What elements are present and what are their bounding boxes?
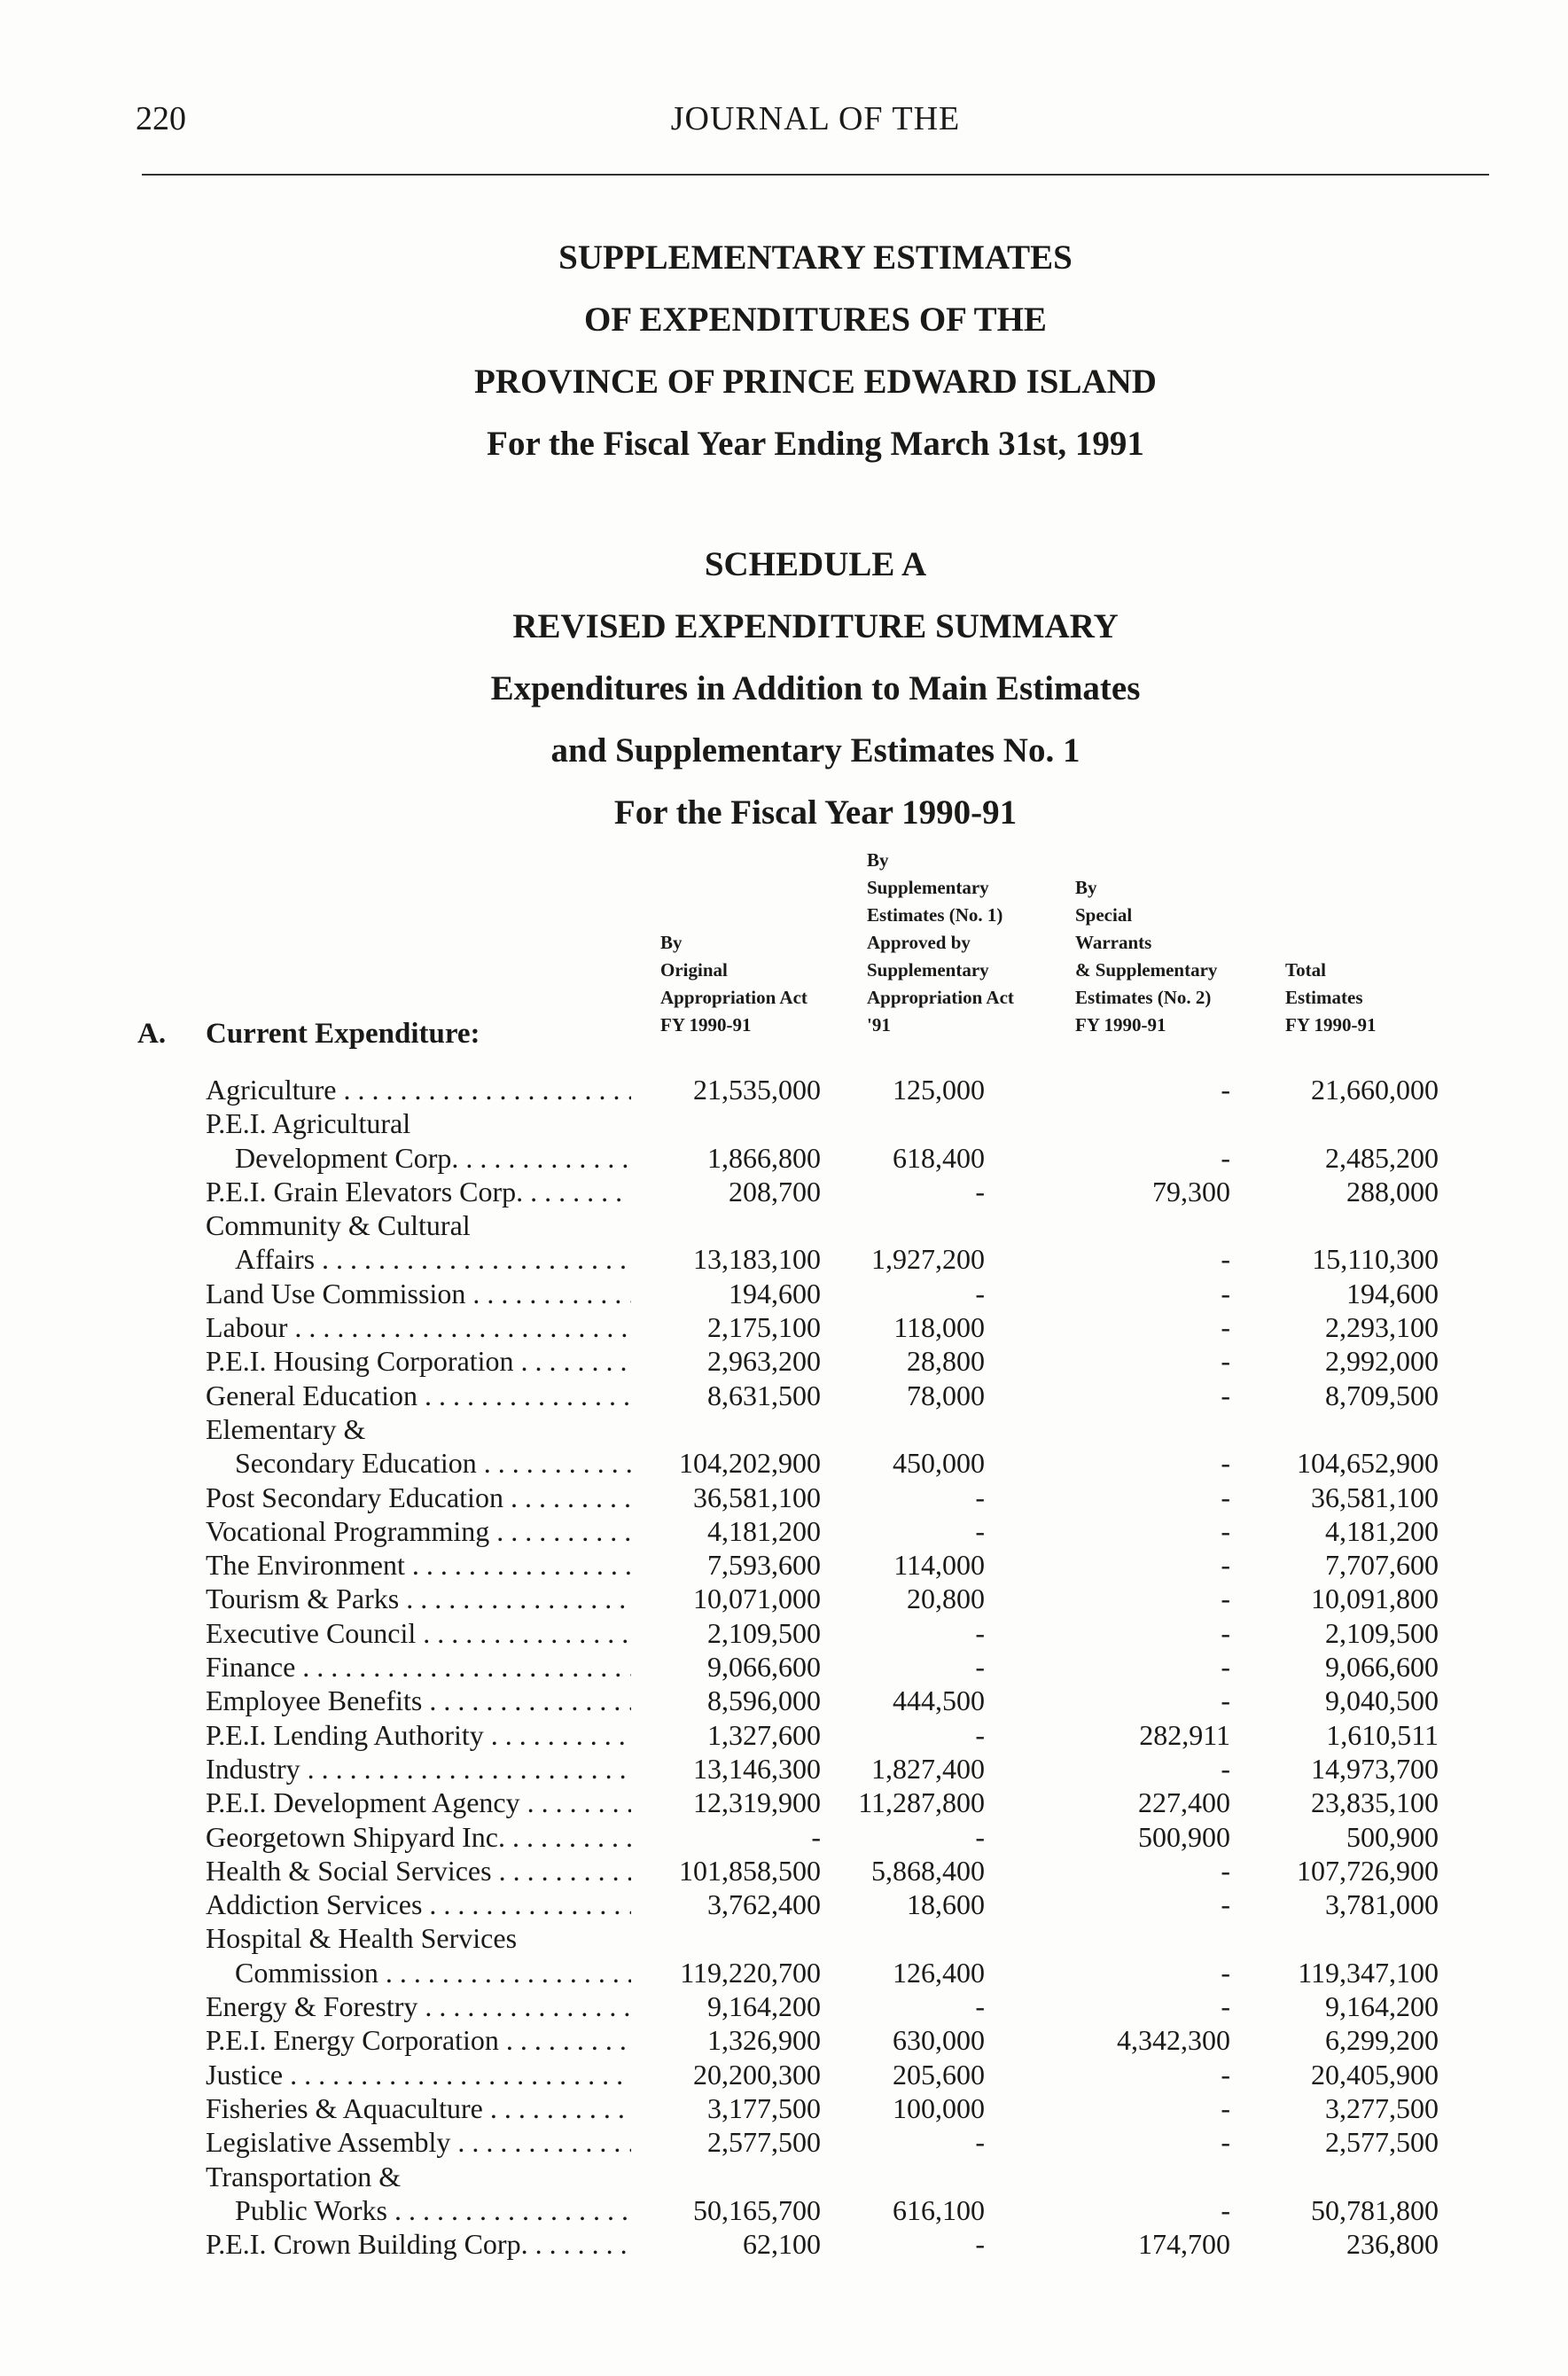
title-line: SUPPLEMENTARY ESTIMATES xyxy=(558,238,1073,277)
row-label: Land Use Commission . . . xyxy=(206,1277,631,1310)
column-header-line: Appropriation Act xyxy=(867,987,1014,1008)
table-row xyxy=(0,1446,1568,1480)
cell-c1: 13,183,100 xyxy=(693,1243,821,1276)
cell-c4: 104,652,900 xyxy=(1297,1447,1439,1480)
table-row xyxy=(0,1989,1568,2023)
cell-c3: - xyxy=(1221,2058,1230,2091)
cell-c4: 9,066,600 xyxy=(1325,1651,1439,1684)
cell-c1: 2,577,500 xyxy=(707,2126,821,2159)
row-label: Tourism & Parks . . . xyxy=(206,1582,631,1615)
cell-c3: 282,911 xyxy=(1139,1718,1230,1751)
cell-c1: 7,593,600 xyxy=(707,1549,821,1582)
column-header-line: FY 1990-91 xyxy=(660,1014,752,1036)
cell-c1: 10,071,000 xyxy=(693,1583,821,1615)
table-row xyxy=(0,1718,1568,1752)
column-header-line: By xyxy=(660,932,683,953)
row-label: Hospital & Health Services xyxy=(206,1922,518,1955)
table-row xyxy=(0,2160,1568,2193)
table-row xyxy=(0,1106,1568,1140)
table-row xyxy=(0,1242,1568,1276)
cell-c2: 1,827,400 xyxy=(871,1752,985,1785)
cell-c3: - xyxy=(1221,1243,1230,1276)
row-label: Elementary & xyxy=(206,1412,366,1445)
cell-c3: - xyxy=(1221,1651,1230,1684)
cell-c2: - xyxy=(975,1514,985,1547)
cell-c4: 6,299,200 xyxy=(1325,2024,1439,2057)
row-label: Development Corp. . . . xyxy=(235,1141,631,1175)
cell-c2: - xyxy=(975,1175,985,1208)
cell-c4: 3,277,500 xyxy=(1325,2091,1439,2124)
section-title: Current Expenditure: xyxy=(206,1018,480,1050)
section-letter: A. xyxy=(137,1018,167,1050)
cell-c1: 36,581,100 xyxy=(693,1481,821,1513)
cell-c1: 119,220,700 xyxy=(680,1956,821,1989)
table-row xyxy=(0,1616,1568,1650)
cell-c3: 174,700 xyxy=(1138,2228,1230,2261)
table-row xyxy=(0,1956,1568,1989)
row-label: Agriculture . . . xyxy=(206,1073,631,1106)
expenditure-table xyxy=(0,1073,1568,2261)
cell-c4: 21,660,000 xyxy=(1311,1074,1439,1106)
table-row xyxy=(0,1310,1568,1344)
schedule-title: SCHEDULE A xyxy=(704,545,927,583)
cell-c2: 118,000 xyxy=(893,1311,985,1344)
table-row xyxy=(0,1344,1568,1378)
cell-c1: 13,146,300 xyxy=(693,1752,821,1785)
table-row xyxy=(0,1379,1568,1412)
row-label: Affairs . . . xyxy=(235,1242,631,1276)
cell-c3: - xyxy=(1221,1141,1230,1174)
table-row xyxy=(0,1481,1568,1514)
cell-c3: - xyxy=(1221,1074,1230,1106)
cell-c3: - xyxy=(1221,1583,1230,1615)
cell-c2: - xyxy=(975,1616,985,1649)
running-title: JOURNAL OF THE xyxy=(670,100,961,137)
row-label: P.E.I. Agricultural xyxy=(206,1107,411,1140)
row-label: Public Works . . . xyxy=(235,2193,631,2227)
table-row xyxy=(0,2091,1568,2125)
cell-c3: - xyxy=(1221,1311,1230,1344)
cell-c2: - xyxy=(975,1651,985,1684)
table-row xyxy=(0,1073,1568,1106)
title-line: PROVINCE OF PRINCE EDWARD ISLAND xyxy=(474,363,1157,401)
table-row xyxy=(0,2193,1568,2227)
row-label: Employee Benefits . . . xyxy=(206,1684,631,1717)
cell-c4: 1,610,511 xyxy=(1326,1718,1439,1751)
table-row xyxy=(0,1786,1568,1819)
cell-c3: - xyxy=(1221,1447,1230,1480)
column-header-line: & Supplementary xyxy=(1075,959,1218,981)
cell-c2: 20,800 xyxy=(907,1583,985,1615)
table-row xyxy=(0,2227,1568,2261)
cell-c1: 194,600 xyxy=(729,1277,821,1309)
table-row xyxy=(0,1684,1568,1717)
row-label: Addiction Services . . . xyxy=(206,1888,631,1921)
cell-c4: 2,577,500 xyxy=(1325,2126,1439,2159)
cell-c4: 4,181,200 xyxy=(1325,1514,1439,1547)
column-header-line: FY 1990-91 xyxy=(1075,1014,1166,1036)
cell-c2: - xyxy=(975,1718,985,1751)
table-row xyxy=(0,2023,1568,2057)
cell-c3: - xyxy=(1221,1684,1230,1717)
cell-c2: 11,287,800 xyxy=(858,1786,985,1819)
row-label: Health & Social Services . . . xyxy=(206,1854,631,1888)
column-header-special-warrants xyxy=(1075,874,1217,1039)
column-header-line: '91 xyxy=(867,1014,891,1036)
cell-c4: 20,405,900 xyxy=(1311,2058,1439,2091)
column-header-line: Supplementary xyxy=(867,877,989,898)
column-header-supplementary xyxy=(867,847,1014,1039)
cell-c1: 1,866,800 xyxy=(707,1141,821,1174)
cell-c1: 9,066,600 xyxy=(707,1651,821,1684)
cell-c2: 616,100 xyxy=(893,2193,985,2226)
cell-c1: 20,200,300 xyxy=(693,2058,821,2091)
cell-c1: 2,963,200 xyxy=(707,1345,821,1378)
cell-c4: 36,581,100 xyxy=(1311,1481,1439,1513)
row-label: P.E.I. Grain Elevators Corp. . . . xyxy=(206,1175,631,1208)
column-header-line: By xyxy=(1075,877,1097,898)
cell-c1: 1,327,600 xyxy=(707,1718,821,1751)
row-label: Vocational Programming . . . xyxy=(206,1514,631,1548)
table-row xyxy=(0,1141,1568,1175)
row-label: Industry . . . xyxy=(206,1752,631,1786)
cell-c4: 23,835,100 xyxy=(1311,1786,1439,1819)
cell-c4: 9,164,200 xyxy=(1325,1990,1439,2023)
cell-c1: 2,109,500 xyxy=(707,1616,821,1649)
table-row xyxy=(0,1888,1568,1921)
column-header-line: Original xyxy=(660,959,728,981)
cell-c2: 18,600 xyxy=(907,1888,985,1921)
cell-c2: 125,000 xyxy=(893,1074,985,1106)
table-row xyxy=(0,1582,1568,1615)
cell-c3: - xyxy=(1221,1514,1230,1547)
cell-c4: 107,726,900 xyxy=(1297,1854,1439,1887)
cell-c2: - xyxy=(975,1990,985,2023)
cell-c3: 4,342,300 xyxy=(1117,2024,1230,2057)
row-label: Justice . . . xyxy=(206,2058,631,2091)
cell-c3: - xyxy=(1221,1752,1230,1785)
cell-c4: 2,109,500 xyxy=(1325,1616,1439,1649)
column-header-line: Estimates xyxy=(1285,987,1363,1008)
row-label: P.E.I. Lending Authority . . . xyxy=(206,1718,631,1752)
row-label: P.E.I. Development Agency . . . xyxy=(206,1786,631,1819)
title-line: Expenditures in Addition to Main Estimates xyxy=(490,669,1141,707)
cell-c1: 3,177,500 xyxy=(707,2091,821,2124)
column-header-line: Appropriation Act xyxy=(660,987,807,1008)
cell-c1: 62,100 xyxy=(743,2228,821,2261)
cell-c2: 100,000 xyxy=(893,2091,985,2124)
cell-c1: 8,596,000 xyxy=(707,1684,821,1717)
cell-c4: 2,293,100 xyxy=(1325,1311,1439,1344)
row-label: Secondary Education . . . xyxy=(235,1446,631,1480)
row-label: Legislative Assembly . . . xyxy=(206,2125,631,2159)
row-label: Energy & Forestry . . . xyxy=(206,1989,631,2023)
cell-c4: 288,000 xyxy=(1346,1175,1439,1208)
table-row xyxy=(0,1854,1568,1888)
cell-c2: 114,000 xyxy=(893,1549,985,1582)
cell-c2: - xyxy=(975,1277,985,1309)
title-line: OF EXPENDITURES OF THE xyxy=(584,301,1047,339)
cell-c3: - xyxy=(1221,1481,1230,1513)
title-gap xyxy=(0,475,1568,534)
cell-c1: 4,181,200 xyxy=(707,1514,821,1547)
table-row xyxy=(0,1752,1568,1786)
column-header-original xyxy=(660,929,807,1039)
cell-c4: 2,485,200 xyxy=(1325,1141,1439,1174)
table-row xyxy=(0,1514,1568,1548)
row-label: Community & Cultural xyxy=(206,1209,471,1242)
cell-c4: 7,707,600 xyxy=(1325,1549,1439,1582)
table-row xyxy=(0,1175,1568,1208)
column-header-line: Approved by xyxy=(867,932,971,953)
table-row xyxy=(0,1820,1568,1854)
cell-c1: 12,319,900 xyxy=(693,1786,821,1819)
cell-c2: 78,000 xyxy=(907,1379,985,1411)
table-row xyxy=(0,2125,1568,2159)
cell-c3: - xyxy=(1221,1854,1230,1887)
cell-c1: 21,535,000 xyxy=(693,1074,821,1106)
cell-c1: 50,165,700 xyxy=(693,2193,821,2226)
cell-c2: - xyxy=(975,2126,985,2159)
cell-c4: 10,091,800 xyxy=(1311,1583,1439,1615)
cell-c3: - xyxy=(1221,1888,1230,1921)
cell-c2: 205,600 xyxy=(893,2058,985,2091)
cell-c3: - xyxy=(1221,1990,1230,2023)
column-header-line: Total xyxy=(1285,959,1326,981)
row-label: Labour . . . xyxy=(206,1310,631,1344)
cell-c4: 500,900 xyxy=(1346,1820,1439,1853)
cell-c1: 208,700 xyxy=(729,1175,821,1208)
column-header-line: Warrants xyxy=(1075,932,1152,953)
column-header-line: Special xyxy=(1075,904,1133,926)
cell-c2: 1,927,200 xyxy=(871,1243,985,1276)
row-label: The Environment . . . xyxy=(206,1548,631,1582)
cell-c2: 126,400 xyxy=(893,1956,985,1989)
cell-c2: - xyxy=(975,1481,985,1513)
row-label: General Education . . . xyxy=(206,1379,631,1412)
cell-c1: 2,175,100 xyxy=(707,1311,821,1344)
row-label: Commission . . . xyxy=(235,1956,631,1989)
column-header-line: Estimates (No. 1) xyxy=(867,904,1003,926)
table-row xyxy=(0,1921,1568,1955)
table-row xyxy=(0,1548,1568,1582)
table-row xyxy=(0,1208,1568,1242)
cell-c3: - xyxy=(1221,1616,1230,1649)
cell-c2: 444,500 xyxy=(893,1684,985,1717)
cell-c4: 9,040,500 xyxy=(1325,1684,1439,1717)
cell-c4: 15,110,300 xyxy=(1312,1243,1439,1276)
row-label: Transportation & xyxy=(206,2160,402,2192)
cell-c3: - xyxy=(1221,1379,1230,1411)
cell-c1: 9,164,200 xyxy=(707,1990,821,2023)
column-header-total xyxy=(1285,957,1376,1039)
cell-c1: - xyxy=(811,1820,821,1853)
cell-c4: 2,992,000 xyxy=(1325,1345,1439,1378)
cell-c1: 101,858,500 xyxy=(679,1854,821,1887)
cell-c4: 3,781,000 xyxy=(1325,1888,1439,1921)
cell-c2: 630,000 xyxy=(893,2024,985,2057)
cell-c2: 618,400 xyxy=(893,1141,985,1174)
cell-c4: 236,800 xyxy=(1346,2228,1439,2261)
cell-c2: - xyxy=(975,2228,985,2261)
cell-c3: - xyxy=(1221,1277,1230,1309)
row-label: Finance . . . xyxy=(206,1650,631,1684)
cell-c4: 194,600 xyxy=(1346,1277,1439,1309)
column-header-line: Supplementary xyxy=(867,959,989,981)
cell-c3: - xyxy=(1221,1956,1230,1989)
column-header-line: FY 1990-91 xyxy=(1285,1014,1377,1036)
title-line: REVISED EXPENDITURE SUMMARY xyxy=(512,607,1119,645)
table-row xyxy=(0,1412,1568,1446)
column-header-line: Estimates (No. 2) xyxy=(1075,987,1212,1008)
cell-c1: 1,326,900 xyxy=(707,2024,821,2057)
row-label: Executive Council . . . xyxy=(206,1616,631,1650)
cell-c3: - xyxy=(1221,2091,1230,2124)
cell-c2: 28,800 xyxy=(907,1345,985,1378)
row-label: Fisheries & Aquaculture . . . xyxy=(206,2091,631,2125)
page-number: 220 xyxy=(136,100,186,137)
title-block xyxy=(0,227,1568,844)
row-label: P.E.I. Housing Corporation . . . xyxy=(206,1344,631,1378)
cell-c3: - xyxy=(1221,2126,1230,2159)
cell-c3: - xyxy=(1221,2193,1230,2226)
cell-c3: 500,900 xyxy=(1138,1820,1230,1853)
row-label: Post Secondary Education . . . xyxy=(206,1481,631,1514)
cell-c1: 3,762,400 xyxy=(707,1888,821,1921)
cell-c4: 8,709,500 xyxy=(1325,1379,1439,1411)
cell-c3: - xyxy=(1221,1549,1230,1582)
title-line: For the Fiscal Year 1990-91 xyxy=(613,793,1018,832)
row-label: P.E.I. Crown Building Corp. . . . xyxy=(206,2227,631,2261)
row-label: Georgetown Shipyard Inc. . . . xyxy=(206,1820,631,1854)
cell-c4: 119,347,100 xyxy=(1298,1956,1439,1989)
column-header-line: By xyxy=(867,849,889,871)
cell-c4: 14,973,700 xyxy=(1311,1752,1439,1785)
row-label: P.E.I. Energy Corporation . . . xyxy=(206,2023,631,2057)
header-rule xyxy=(142,174,1489,176)
cell-c3: 227,400 xyxy=(1138,1786,1230,1819)
cell-c1: 8,631,500 xyxy=(707,1379,821,1411)
table-row xyxy=(0,1277,1568,1310)
table-row xyxy=(0,2058,1568,2091)
cell-c2: 450,000 xyxy=(893,1447,985,1480)
cell-c1: 104,202,900 xyxy=(679,1447,821,1480)
cell-c2: 5,868,400 xyxy=(871,1854,985,1887)
cell-c4: 50,781,800 xyxy=(1311,2193,1439,2226)
title-line: For the Fiscal Year Ending March 31st, 1991 xyxy=(487,425,1144,463)
title-line: and Supplementary Estimates No. 1 xyxy=(550,731,1080,770)
cell-c3: 79,300 xyxy=(1152,1175,1230,1208)
cell-c3: - xyxy=(1221,1345,1230,1378)
cell-c2: - xyxy=(975,1820,985,1853)
table-row xyxy=(0,1650,1568,1684)
